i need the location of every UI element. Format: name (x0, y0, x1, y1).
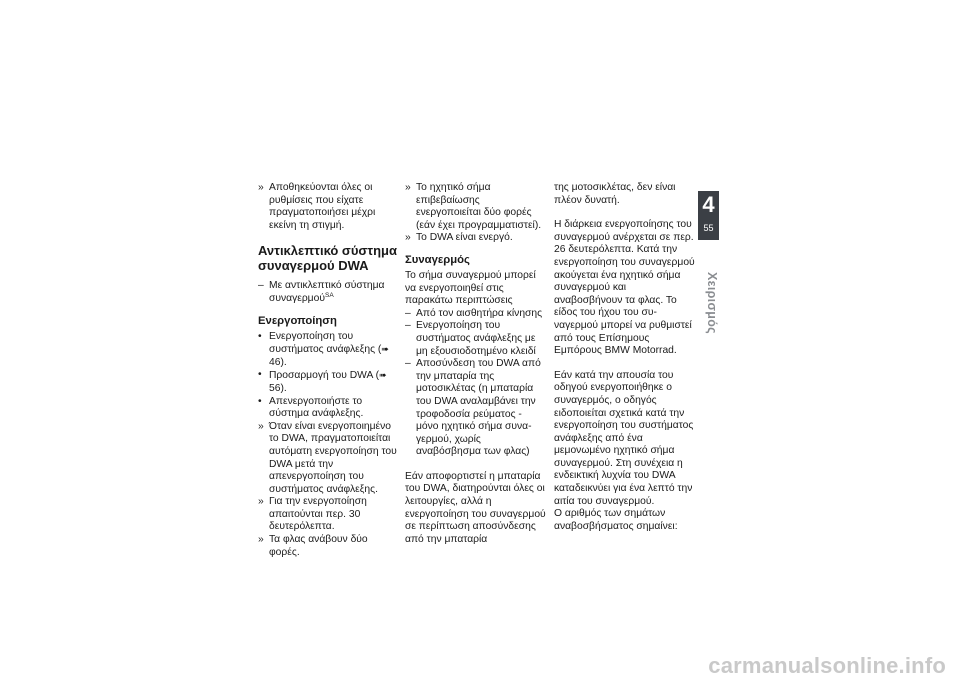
bullet-item (258, 369, 398, 395)
result-text: Αποθηκεύονται όλες οι ρυθμίσεις που είχατε πραγματοποιήσει μέχρι εκείνη τη στιγμή. (269, 182, 376, 231)
result-item (405, 182, 547, 232)
bullet-marker: • (258, 369, 262, 381)
spacer (554, 358, 696, 370)
dash-item (405, 308, 547, 321)
paragraph: Ο αριθμός των σημάτων αναβοσβήσματος σημαίνει: (554, 508, 678, 532)
dash-marker: – (258, 280, 264, 292)
dash-marker: – (405, 320, 411, 332)
subheading-alarm: Συναγερμός (405, 253, 470, 266)
page-ref-text: 46). (269, 356, 287, 368)
page-ref-arrow-icon: ➠ (379, 370, 387, 381)
paragraph: Η διάρκεια ενεργοποίησης του συναγερμού ανέρχεται σε περ. 26 δευτερόλεπτα. Κατά την ενεργοποίηση του συναγερμού ακούγεται ένα ηχητικό σήμα συναγερμού και αναβοσβήνουν τα φλας. Το είδος του ήχου του συναγερμού μπορεί να ρυθμιστεί από τους Επίσημους Εμπόρους BMW Motorrad. (554, 219, 695, 357)
chapter-tab (698, 191, 719, 240)
dash-item (405, 358, 547, 459)
result-text: Το ηχητικό σήμα επιβεβαίωσης ενεργοποιείται δύο φορές (εάν έχει προγραμματιστεί). (416, 182, 542, 231)
paragraph: της μοτοσικλέτας, δεν είναι πλέον δυνατή. (554, 182, 676, 206)
result-marker: » (258, 182, 264, 193)
section-heading-dwa: Αντικλεπτικό σύστημα συναγερμού DWA (258, 243, 397, 274)
bullet-text: Ενεργοποίηση του συστήματος ανάφλεξης ( (269, 330, 382, 356)
subheading-activation: Ενεργοποίηση (258, 314, 337, 327)
result-text: Όταν είναι ενεργοποιημένο το DWA, πραγματοποιείται αυτόματη ενεργοποίηση του DWA μετά την απενεργοποίηση του συστήματος ανάφλεξης. (269, 420, 397, 495)
chapter-title: Χειρισμός (705, 272, 719, 334)
spacer (405, 459, 547, 471)
result-marker: » (258, 496, 264, 508)
result-item (258, 421, 398, 497)
result-item (405, 232, 547, 245)
dash-item (258, 280, 398, 305)
text-column-1 (258, 182, 398, 559)
page-number: 55 (703, 223, 714, 233)
dash-text: Με αντικλεπτικό σύστημα συναγερμού (269, 280, 385, 304)
page-ref-text: 56). (269, 382, 287, 394)
bullet-item (258, 331, 398, 370)
dash-text: Ενεργοποίηση του συστήματος ανάφλεξης με μη εξουσιοδοτημένο κλειδί (416, 320, 536, 357)
sa-superscript: SA (324, 291, 334, 299)
text-column-3 (554, 182, 696, 533)
text-column-2 (405, 182, 547, 546)
result-marker: » (258, 420, 264, 432)
chapter-number: 4 (702, 192, 715, 217)
dash-text: Από τον αισθητήρα κίνησης (416, 307, 543, 319)
spacer (554, 207, 696, 219)
result-marker: » (405, 232, 411, 244)
result-text: Τα φλας ανάβουν δύο φορές. (269, 534, 368, 558)
paragraph: Εάν αποφορτιστεί η μπαταρία του DWA, διατηρούνται όλες οι λειτουργίες, αλλά η ενεργοποίηση του συναγερμού σε περίπτωση αποσύνδεσης από την μπαταρία (405, 470, 546, 545)
result-text: Για την ενεργοποίηση απαιτούνται περ. 30 δευτερόλεπτα. (269, 496, 367, 533)
result-marker: » (258, 534, 264, 546)
result-text: Το DWA είναι ενεργό. (416, 232, 513, 244)
bullet-text: Απενεργοποιήστε το σύστημα ανάφλεξης. (269, 395, 364, 420)
dash-item (405, 320, 547, 358)
dash-marker: – (405, 307, 411, 319)
paragraph: Εάν κατά την απουσία του οδηγού ενεργοποιήθηκε ο συναγερμός, ο οδηγός ειδοποιείται σχετικά κατά την ενεργοποίηση του συστήματος ανάφλεξης από ένα μεμονωμένο ηχητικό σήμα συναγερμού. Στη συνέχεια η ενδεικτική λυχνία του DWA καταδεικνύει για ένα λεπτό την αιτία του συναγερμού. (554, 369, 694, 507)
dash-text: Αποσύνδεση του DWA από την μπαταρία της μοτοσικλέτας (η μπαταρία του DWA αναλαμβάνει την τροφοδοσία ρεύματος - μόνο ηχητικό σήμα συναγερμού, χωρίς αναβόσβησμα των φλας) (416, 358, 541, 458)
result-item (258, 534, 398, 559)
watermark: carmanualsonline.info (708, 653, 946, 679)
dash-marker: – (405, 358, 411, 370)
paragraph: Το σήμα συναγερμού μπορεί να ενεργοποιηθεί στις παρακάτω περιπτώσεις (405, 269, 536, 307)
result-item (258, 182, 398, 232)
page-ref-arrow-icon: ➠ (381, 344, 389, 355)
bullet-item (258, 396, 398, 421)
bullet-text: Προσαρμογή του DWA ( (269, 370, 380, 382)
result-item (258, 496, 398, 534)
bullet-marker: • (258, 330, 262, 342)
result-marker: » (405, 182, 411, 193)
bullet-marker: • (258, 395, 262, 407)
